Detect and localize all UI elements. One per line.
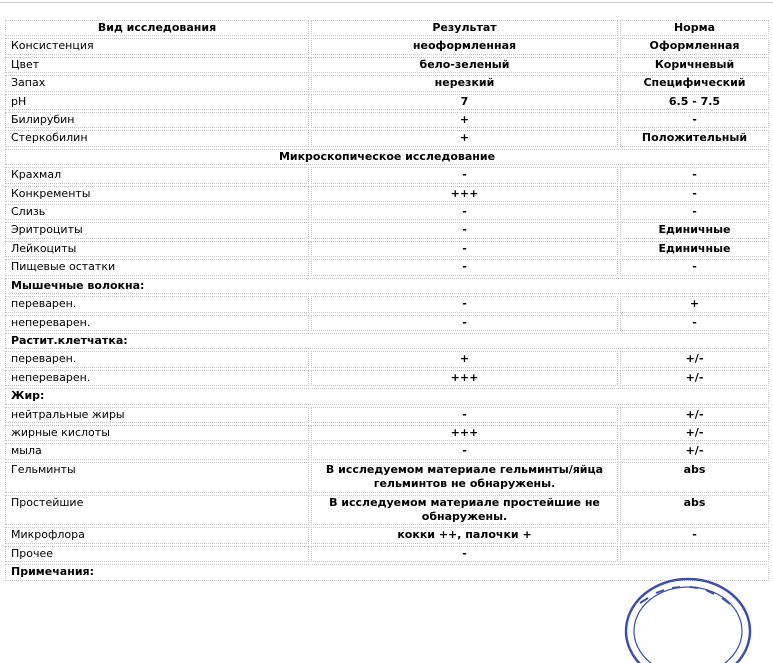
table-row <box>5 259 769 275</box>
table-row <box>5 407 769 423</box>
row-norm: - <box>620 167 769 183</box>
row-norm: Единичные <box>620 222 769 238</box>
row-norm: - <box>620 112 769 128</box>
table-row <box>5 186 769 202</box>
table-row <box>5 241 769 257</box>
row-result: бело-зеленый <box>311 57 618 73</box>
table-row <box>5 94 769 110</box>
table-row <box>5 130 769 146</box>
row-norm: 6.5 - 7.5 <box>620 94 769 110</box>
row-test: Крахмал <box>5 167 309 183</box>
row-test: Эритроциты <box>5 222 309 238</box>
row-result: В исследуемом материале гельминты/яйца гельминтов не обнаружены. <box>311 462 618 493</box>
row-test: Билирубин <box>5 112 309 128</box>
row-result: + <box>311 112 618 128</box>
row-norm: Специфический <box>620 75 769 91</box>
row-norm: abs <box>620 495 769 526</box>
table-row <box>5 112 769 128</box>
table-row <box>5 296 769 312</box>
table-row <box>5 370 769 386</box>
table-row <box>5 351 769 367</box>
microscopy-section-title: Микроскопическое исследование <box>5 149 769 165</box>
row-result: - <box>311 167 618 183</box>
row-test: Консистенция <box>5 38 309 54</box>
table-row <box>5 167 769 183</box>
table-row <box>5 204 769 220</box>
row-norm <box>620 546 769 562</box>
plant-fiber-title: Растит.клетчатка: <box>5 333 769 349</box>
row-norm: - <box>620 315 769 331</box>
row-result: +++ <box>311 370 618 386</box>
row-norm: Единичные <box>620 241 769 257</box>
row-norm: +/- <box>620 425 769 441</box>
row-result: +++ <box>311 425 618 441</box>
row-result: - <box>311 296 618 312</box>
notes-label: Примечания: <box>5 564 769 580</box>
row-result: нерезкий <box>311 75 618 91</box>
row-test: Простейшие <box>5 495 309 526</box>
stool-analysis-table <box>3 18 771 583</box>
row-norm: +/- <box>620 351 769 367</box>
row-test: Запах <box>5 75 309 91</box>
row-result: - <box>311 546 618 562</box>
row-test: pH <box>5 94 309 110</box>
row-result: 7 <box>311 94 618 110</box>
header-result: Результат <box>311 20 618 36</box>
row-test: Стеркобилин <box>5 130 309 146</box>
row-result: + <box>311 351 618 367</box>
section-row <box>5 278 769 294</box>
row-result: - <box>311 407 618 423</box>
row-norm: - <box>620 186 769 202</box>
row-norm: Оформленная <box>620 38 769 54</box>
row-norm: +/- <box>620 443 769 459</box>
muscle-fibers-title: Мышечные волокна: <box>5 278 769 294</box>
table-row <box>5 462 769 493</box>
row-test: переварен. <box>5 351 309 367</box>
row-result: - <box>311 241 618 257</box>
table-row <box>5 527 769 543</box>
row-test: Пищевые остатки <box>5 259 309 275</box>
table-row <box>5 57 769 73</box>
top-divider <box>0 2 773 3</box>
row-result: + <box>311 130 618 146</box>
table-row <box>5 425 769 441</box>
table-header-row <box>5 20 769 36</box>
row-result: кокки ++, палочки + <box>311 527 618 543</box>
row-test: Гельминты <box>5 462 309 493</box>
table-row <box>5 443 769 459</box>
section-row <box>5 149 769 165</box>
row-norm: - <box>620 527 769 543</box>
row-norm: - <box>620 259 769 275</box>
table-row <box>5 38 769 54</box>
row-test: Прочее <box>5 546 309 562</box>
row-test: мыла <box>5 443 309 459</box>
row-result: - <box>311 443 618 459</box>
row-test: непереварен. <box>5 315 309 331</box>
row-test: непереварен. <box>5 370 309 386</box>
row-result: - <box>311 222 618 238</box>
section-row <box>5 388 769 404</box>
row-test: Лейкоциты <box>5 241 309 257</box>
row-norm: +/- <box>620 407 769 423</box>
row-norm: - <box>620 204 769 220</box>
row-result: В исследуемом материале простейшие не обнаружены. <box>311 495 618 526</box>
row-result: неоформленная <box>311 38 618 54</box>
row-test: жирные кислоты <box>5 425 309 441</box>
row-test: Слизь <box>5 204 309 220</box>
row-test: Конкременты <box>5 186 309 202</box>
fat-title: Жир: <box>5 388 769 404</box>
row-norm: Коричневый <box>620 57 769 73</box>
row-norm: Положительный <box>620 130 769 146</box>
table-row <box>5 495 769 526</box>
row-result: - <box>311 204 618 220</box>
table-row <box>5 315 769 331</box>
row-test: Цвет <box>5 57 309 73</box>
row-norm: + <box>620 296 769 312</box>
table-row <box>5 75 769 91</box>
section-row <box>5 333 769 349</box>
stamp-seal-icon <box>610 573 760 663</box>
row-test: переварен. <box>5 296 309 312</box>
table-row <box>5 222 769 238</box>
row-test: Микрофлора <box>5 527 309 543</box>
row-norm: +/- <box>620 370 769 386</box>
row-norm: abs <box>620 462 769 493</box>
header-norm: Норма <box>620 20 769 36</box>
row-result: - <box>311 315 618 331</box>
table-row <box>5 546 769 562</box>
header-test: Вид исследования <box>5 20 309 36</box>
row-test: нейтральные жиры <box>5 407 309 423</box>
row-result: +++ <box>311 186 618 202</box>
row-result: - <box>311 259 618 275</box>
